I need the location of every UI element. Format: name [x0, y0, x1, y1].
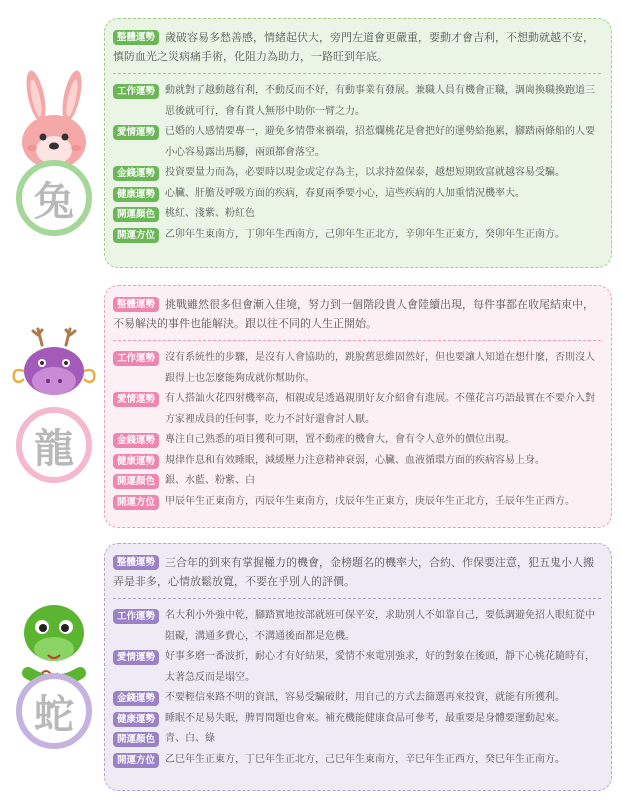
summary [113, 295, 601, 341]
row-badge: 愛情運勢 [113, 125, 159, 140]
row-badge: 工作運勢 [113, 609, 159, 624]
row-health [113, 451, 601, 472]
row-text: 好事多磨一番波折，耐心才有好結果，愛情不來電別強求，好的對象在後頭，靜下心桃花隨時有，太著急反而是塌空。 [165, 651, 596, 683]
summary-text: 歲破容易多愁善感，情緒起伏大，旁門左道會更嚴重，要動才會吉利，不想動就越不安，慎防血光之災病痛手術，化阻力為助力，一路旺到年底。 [113, 31, 595, 63]
zodiac-label-dragon: 龍 [16, 407, 92, 483]
row-badge: 開運顏色 [113, 732, 159, 747]
row-money [113, 430, 601, 451]
summary [113, 28, 601, 74]
row-direction [113, 225, 601, 246]
row-text: 專注自己熟悉的項目獲利可期，置不動產的機會大，會有令人意外的價位出現。 [165, 434, 516, 445]
row-direction [113, 492, 601, 513]
row-text: 心臟、肝膽及呼吸方面的疾病，春夏兩季要小心，這些疾病的人加重情況機率大。 [165, 187, 526, 199]
row-badge: 工作運勢 [113, 351, 159, 366]
fortune-card-dragon [104, 285, 612, 528]
row-badge: 金錢運勢 [113, 691, 159, 706]
zodiac-label-snake: 蛇 [16, 673, 92, 749]
row-badge: 健康運勢 [113, 712, 159, 727]
row-work [113, 348, 601, 389]
rabbit-illustration [6, 62, 102, 225]
row-text: 睡眠不足易失眠，脾胃問題也會來。補充機能健康食品可參考，最重要是身體要運動起來。 [165, 712, 566, 724]
row-love [113, 122, 601, 163]
row-money [113, 163, 601, 184]
row-text: 投資要量力而為，必要時以現金或定存為主，以求持盈保泰，越想短期致富就越容易受騙。 [165, 167, 566, 178]
row-text: 沒有系統性的步驟，是沒有人會協助的，跳脫舊思維固然好，但也要讓人知道在想什麼，否則沒人跟得上也怎麼能夠成就你幫助你。 [165, 352, 596, 384]
summary-badge: 整體運勢 [113, 555, 159, 570]
row-health [113, 709, 601, 730]
row-text: 乙卯年生東南方，丁卯年生西南方，己卯年生正北方，辛卯年生正東方，癸卯年生正南方。 [165, 228, 566, 240]
row-text: 青、白、綠 [165, 733, 216, 744]
row-text: 已婚的人感情要專一，避免多情帶來禍端，招惹爛桃花是會把好的運勢給拖累，腳踏兩條船的人要小心容易露出馬腳，兩頭都會落空。 [165, 126, 596, 158]
row-work [113, 81, 601, 122]
row-badge: 開運方位 [113, 495, 159, 510]
row-text: 桃紅、淺紫、粉紅色 [165, 208, 256, 219]
section-rabbit [0, 18, 622, 270]
section-snake [0, 543, 622, 793]
row-badge: 金錢運勢 [113, 433, 159, 448]
row-work [113, 606, 601, 647]
row-badge: 愛情運勢 [113, 392, 159, 407]
section-dragon [0, 285, 622, 530]
row-text: 乙巳年生正東方，丁巳年生正北方，己巳年生東南方，辛巳年生正西方，癸巳年生正南方。 [165, 753, 566, 765]
row-love [113, 647, 601, 688]
row-color [113, 204, 601, 225]
row-text: 有人搭訕火花四射機率高，相親或是透過親朋好友介紹會有進展。不僅花言巧語最實在不要介入對方家裡成員的任何事，吃力不討好還會討人厭。 [165, 393, 596, 425]
row-text: 名大利小外強中乾，腳踏實地按部就班可保平安，求助別人不如靠自己，要低調避免招人眼紅從中阻礙，溝通多費心，不溝通後面都是危機。 [165, 610, 596, 642]
dragon-illustration [6, 323, 102, 472]
row-color [113, 471, 601, 492]
row-badge: 健康運勢 [113, 187, 159, 202]
row-badge: 開運方位 [113, 228, 159, 243]
summary-badge: 整體運勢 [113, 297, 159, 312]
snake-illustration [6, 597, 102, 738]
dragon-icon [6, 323, 102, 407]
row-badge: 開運方位 [113, 753, 159, 768]
row-badge: 開運顏色 [113, 207, 159, 222]
row-badge: 愛情運勢 [113, 650, 159, 665]
row-badge: 開運顏色 [113, 474, 159, 489]
summary-text: 三合年的到來有掌握權力的機會，金榜題名的機率大，合約、作保要注意，犯五鬼小人搬弄是非多，心情放鬆放寬，不要在乎別人的評價。 [113, 556, 595, 588]
row-text: 甲辰年生正東南方，丙辰年生東南方，戊辰年生正東方，庚辰年生正北方，壬辰年生正西方。 [165, 495, 576, 507]
row-text: 動就對了越動越有利，不動反而不好，有動事業有發展。兼職人員有機會正職，調崗換職換跑道三思後就可行，會有貴人無形中助你一臂之力。 [165, 85, 596, 117]
row-love [113, 389, 601, 430]
row-health [113, 184, 601, 205]
row-money [113, 688, 601, 709]
row-direction [113, 750, 601, 771]
row-color [113, 729, 601, 750]
fortune-card-rabbit [104, 18, 612, 268]
row-badge: 工作運勢 [113, 84, 159, 99]
row-text: 銀、水藍、粉紫、白 [165, 475, 256, 486]
row-text: 不要輕信來路不明的資訊，容易受騙破財，用自己的方式去篩選再來投資，就能有所獲利。 [165, 692, 566, 703]
row-badge: 金錢運勢 [113, 166, 159, 181]
fortune-card-snake [104, 543, 612, 791]
row-text: 規律作息和有效睡眠，減緩壓力注意精神衰弱，心臟、血液循環方面的疾病容易上身。 [165, 454, 546, 466]
row-badge: 健康運勢 [113, 454, 159, 469]
summary-text: 挑戰雖然很多但會漸入佳境，努力到一個階段貴人會陸續出現，每件事都在收尾結束中，不易解決的事件也能解決。跟以往不同的人生正開始。 [113, 298, 595, 330]
summary-badge: 整體運勢 [113, 30, 159, 45]
zodiac-label-rabbit: 兔 [16, 160, 92, 236]
summary [113, 553, 601, 599]
